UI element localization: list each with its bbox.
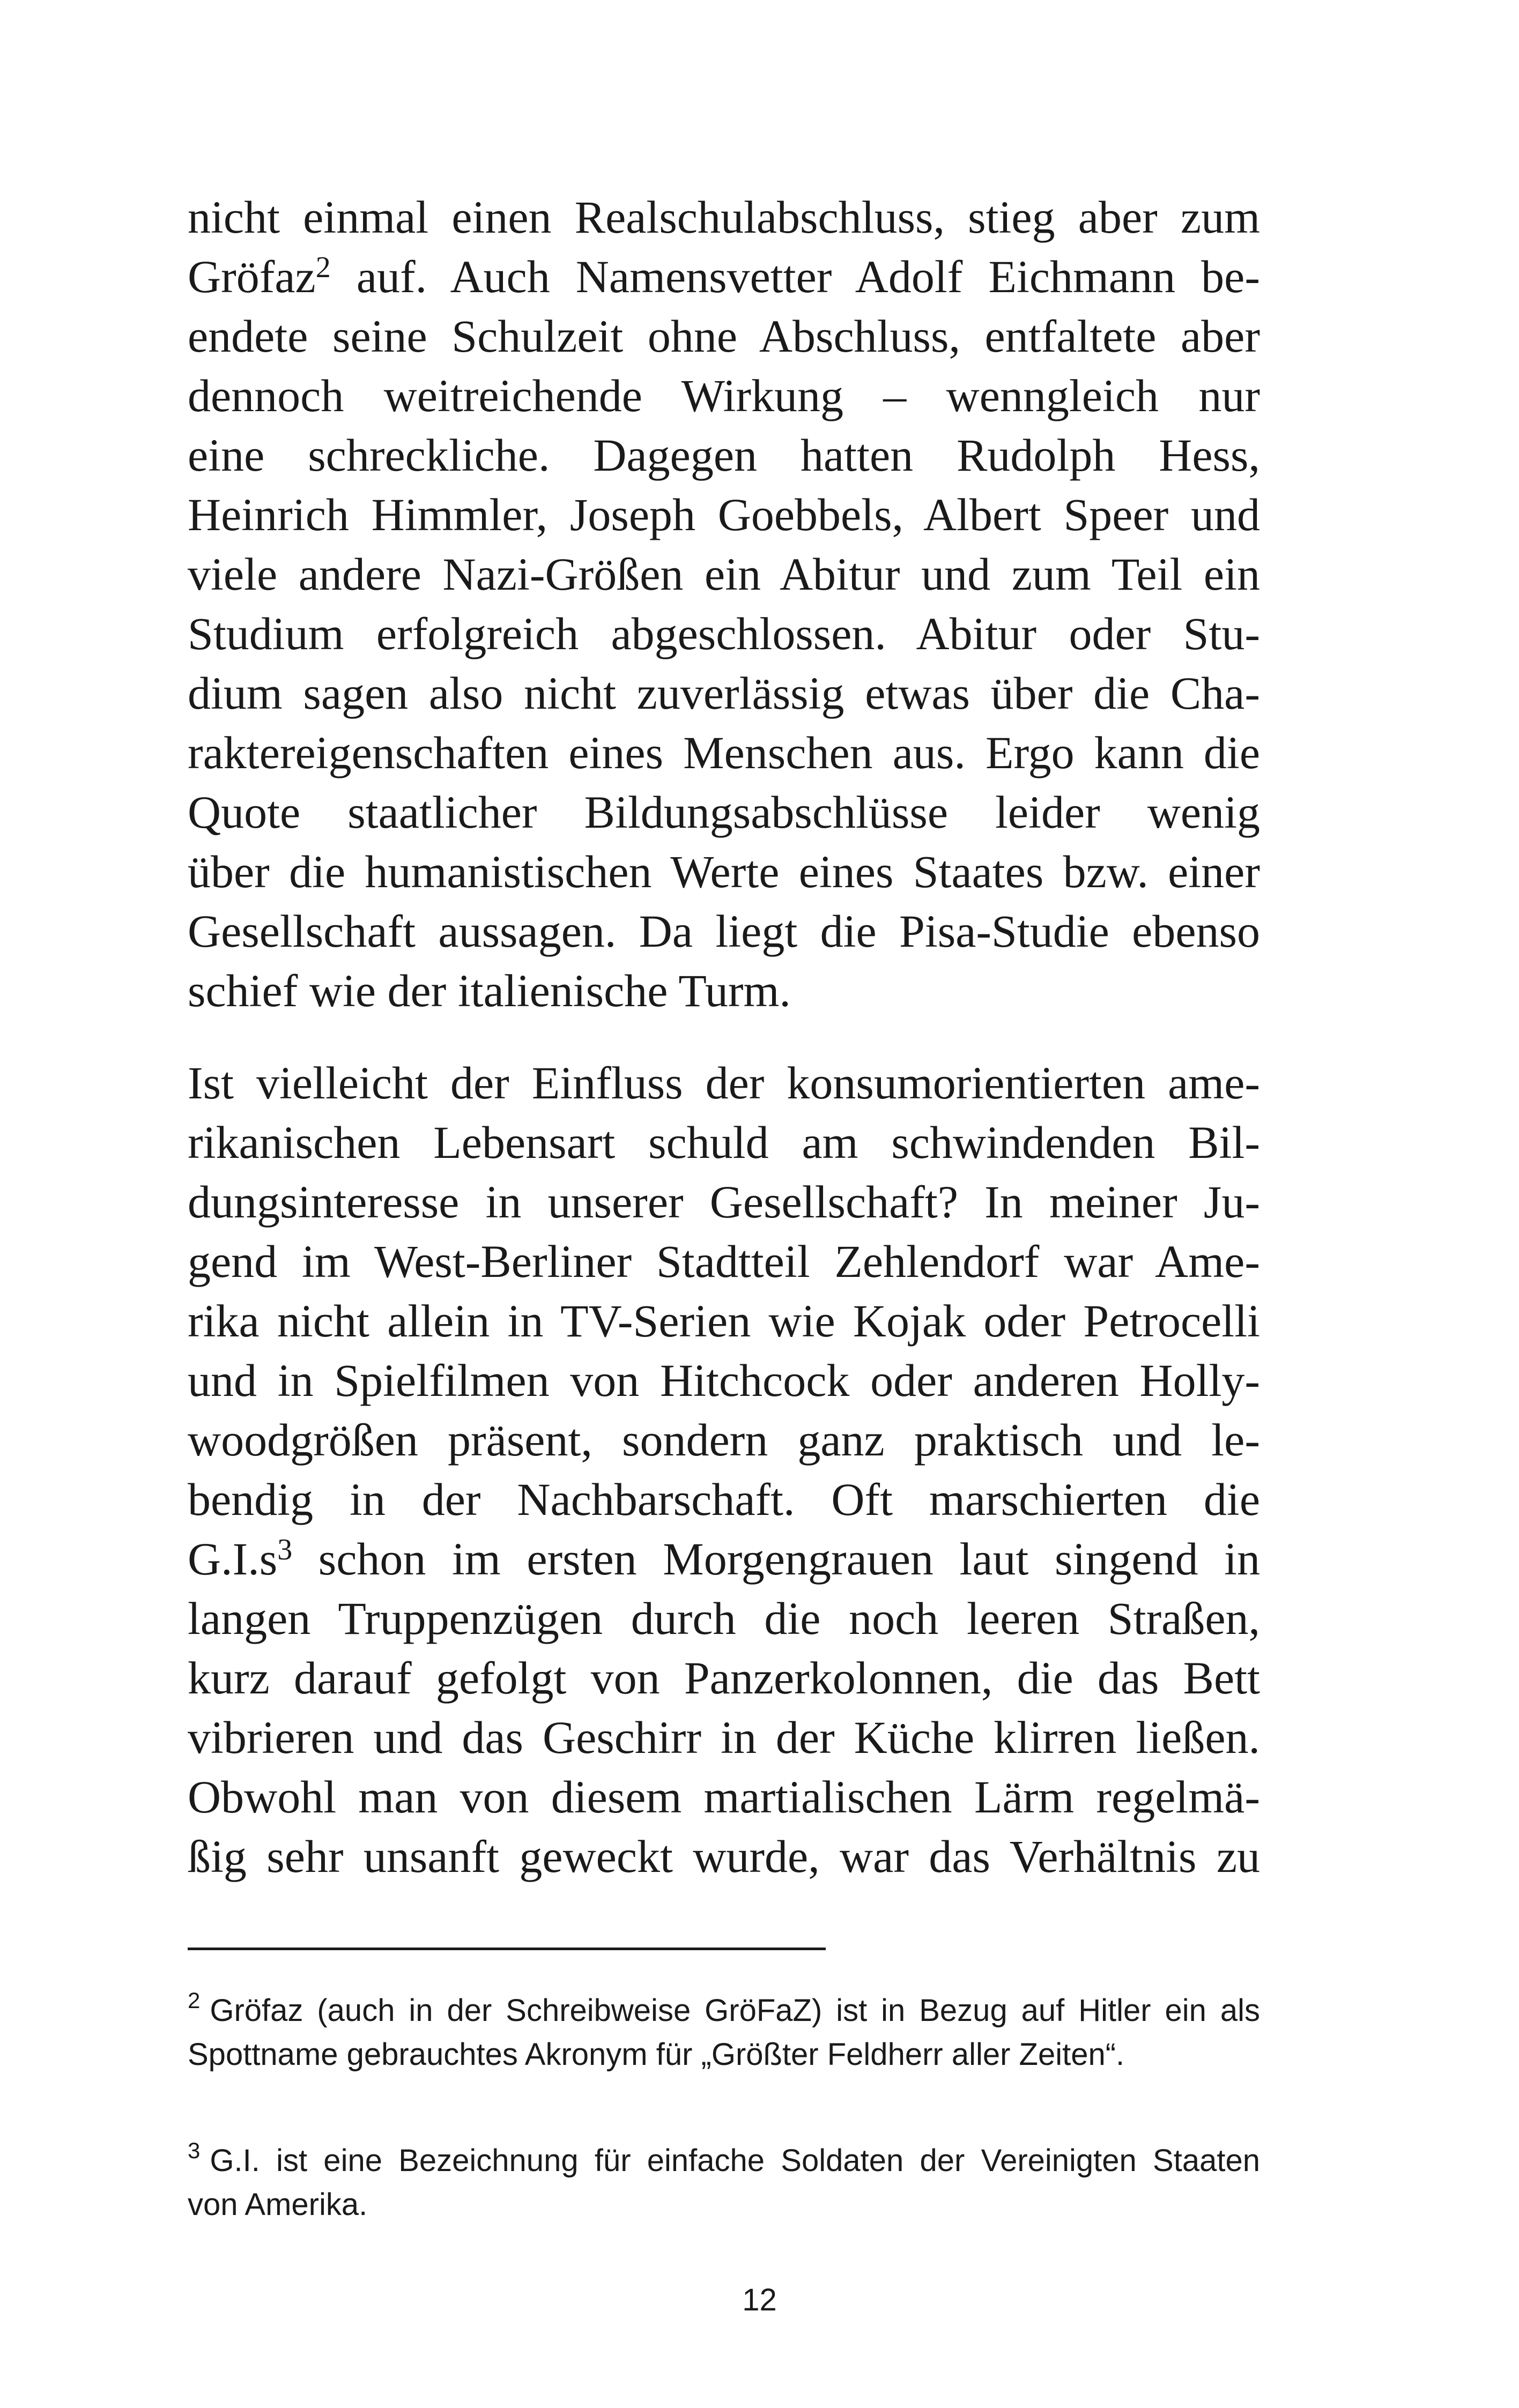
page-number: 12	[742, 2283, 777, 2317]
text-line: rika nicht allein in TV-Serien wie Kojak oder Petrocelli	[188, 1295, 1260, 1347]
footnote-reference-3[interactable]: 3	[277, 1533, 293, 1566]
text-line	[188, 1529, 1260, 1589]
text-line	[188, 247, 1260, 307]
text-line: dennoch weitreichende Wirkung – wenngleich nur	[188, 370, 1260, 421]
footnote-number: 2	[188, 1988, 201, 2013]
text-segment: schon im ersten Morgengrauen laut singend in	[318, 1533, 1260, 1585]
text-line: bendig in der Nachbarschaft. Oft marschierten die	[188, 1474, 1260, 1525]
footnote-number: 3	[188, 2138, 201, 2163]
text-segment: G.I.s	[188, 1533, 278, 1585]
text-line: Studium erfolgreich abgeschlossen. Abitur oder Stu-	[188, 608, 1260, 659]
footnote-reference-2[interactable]: 2	[315, 251, 331, 284]
text-line: Gesellschaft aussagen. Da liegt die Pisa-Studie ebenso	[188, 905, 1260, 957]
text-line: schief wie der italienische Turm.	[188, 965, 791, 1016]
text-line: langen Truppenzügen durch die noch leeren Straßen,	[188, 1593, 1260, 1644]
text-line: nicht einmal einen Realschulabschluss, stieg aber zum	[188, 191, 1260, 243]
paragraph-2	[188, 1053, 1260, 1886]
footnote-text: G.I. ist eine Bezeichnung für einfache Soldaten der Vereinigten Staaten	[210, 2143, 1260, 2178]
text-line: eine schreckliche. Dagegen hatten Rudolph Hess,	[188, 429, 1260, 481]
paragraph-1	[188, 188, 1260, 1021]
footnote-line	[188, 1989, 1260, 2033]
text-segment: auf. Auch Namensvetter Adolf Eichmann be-	[356, 251, 1260, 302]
text-line: dium sagen also nicht zuverlässig etwas über die Cha-	[188, 667, 1260, 719]
text-line: gend im West-Berliner Stadtteil Zehlendorf war Ame-	[188, 1236, 1260, 1287]
text-line: viele andere Nazi-Größen ein Abitur und zum Teil ein	[188, 548, 1260, 600]
text-line: über die humanistischen Werte eines Staates bzw. einer	[188, 846, 1260, 897]
text-line: Ist vielleicht der Einfluss der konsumorientierten ame-	[188, 1057, 1260, 1109]
text-line: raktereigenschaften eines Menschen aus. Ergo kann die	[188, 727, 1260, 778]
footnote-text: Gröfaz (auch in der Schreibweise GröFaZ) ist in Bezug auf Hitler ein als	[210, 1993, 1260, 2028]
text-line: Quote staatlicher Bildungsabschlüsse leider wenig	[188, 786, 1260, 838]
text-line: endete seine Schulzeit ohne Abschluss, entfaltete aber	[188, 310, 1260, 362]
text-line: Obwohl man von diesem martialischen Lärm regelmä-	[188, 1771, 1260, 1823]
text-line: kurz darauf gefolgt von Panzerkolonnen, die das Bett	[188, 1652, 1260, 1704]
footnote-3	[188, 2139, 1260, 2227]
text-line: woodgrößen präsent, sondern ganz praktisch und le-	[188, 1414, 1260, 1466]
text-line: rikanischen Lebensart schuld am schwindenden Bil-	[188, 1117, 1260, 1168]
text-line: ßig sehr unsanft geweckt wurde, war das Verhältnis zu	[188, 1831, 1260, 1882]
footnote-line	[188, 2139, 1260, 2183]
text-line: und in Spielfilmen von Hitchcock oder anderen Holly-	[188, 1355, 1260, 1406]
text-line: vibrieren und das Geschirr in der Küche klirren ließen.	[188, 1712, 1260, 1763]
footnote-line: von Amerika.	[188, 2187, 368, 2222]
footnote-separator	[188, 1948, 826, 1950]
footnote-line: Spottname gebrauchtes Akronym für „Größter Feldherr aller Zeiten“.	[188, 2037, 1125, 2072]
text-line: Heinrich Himmler, Joseph Goebbels, Albert Speer und	[188, 489, 1260, 540]
text-segment: Gröfaz	[188, 251, 316, 302]
footnote-2	[188, 1989, 1260, 2077]
text-line: dungsinteresse in unserer Gesellschaft? In meiner Ju-	[188, 1176, 1260, 1228]
